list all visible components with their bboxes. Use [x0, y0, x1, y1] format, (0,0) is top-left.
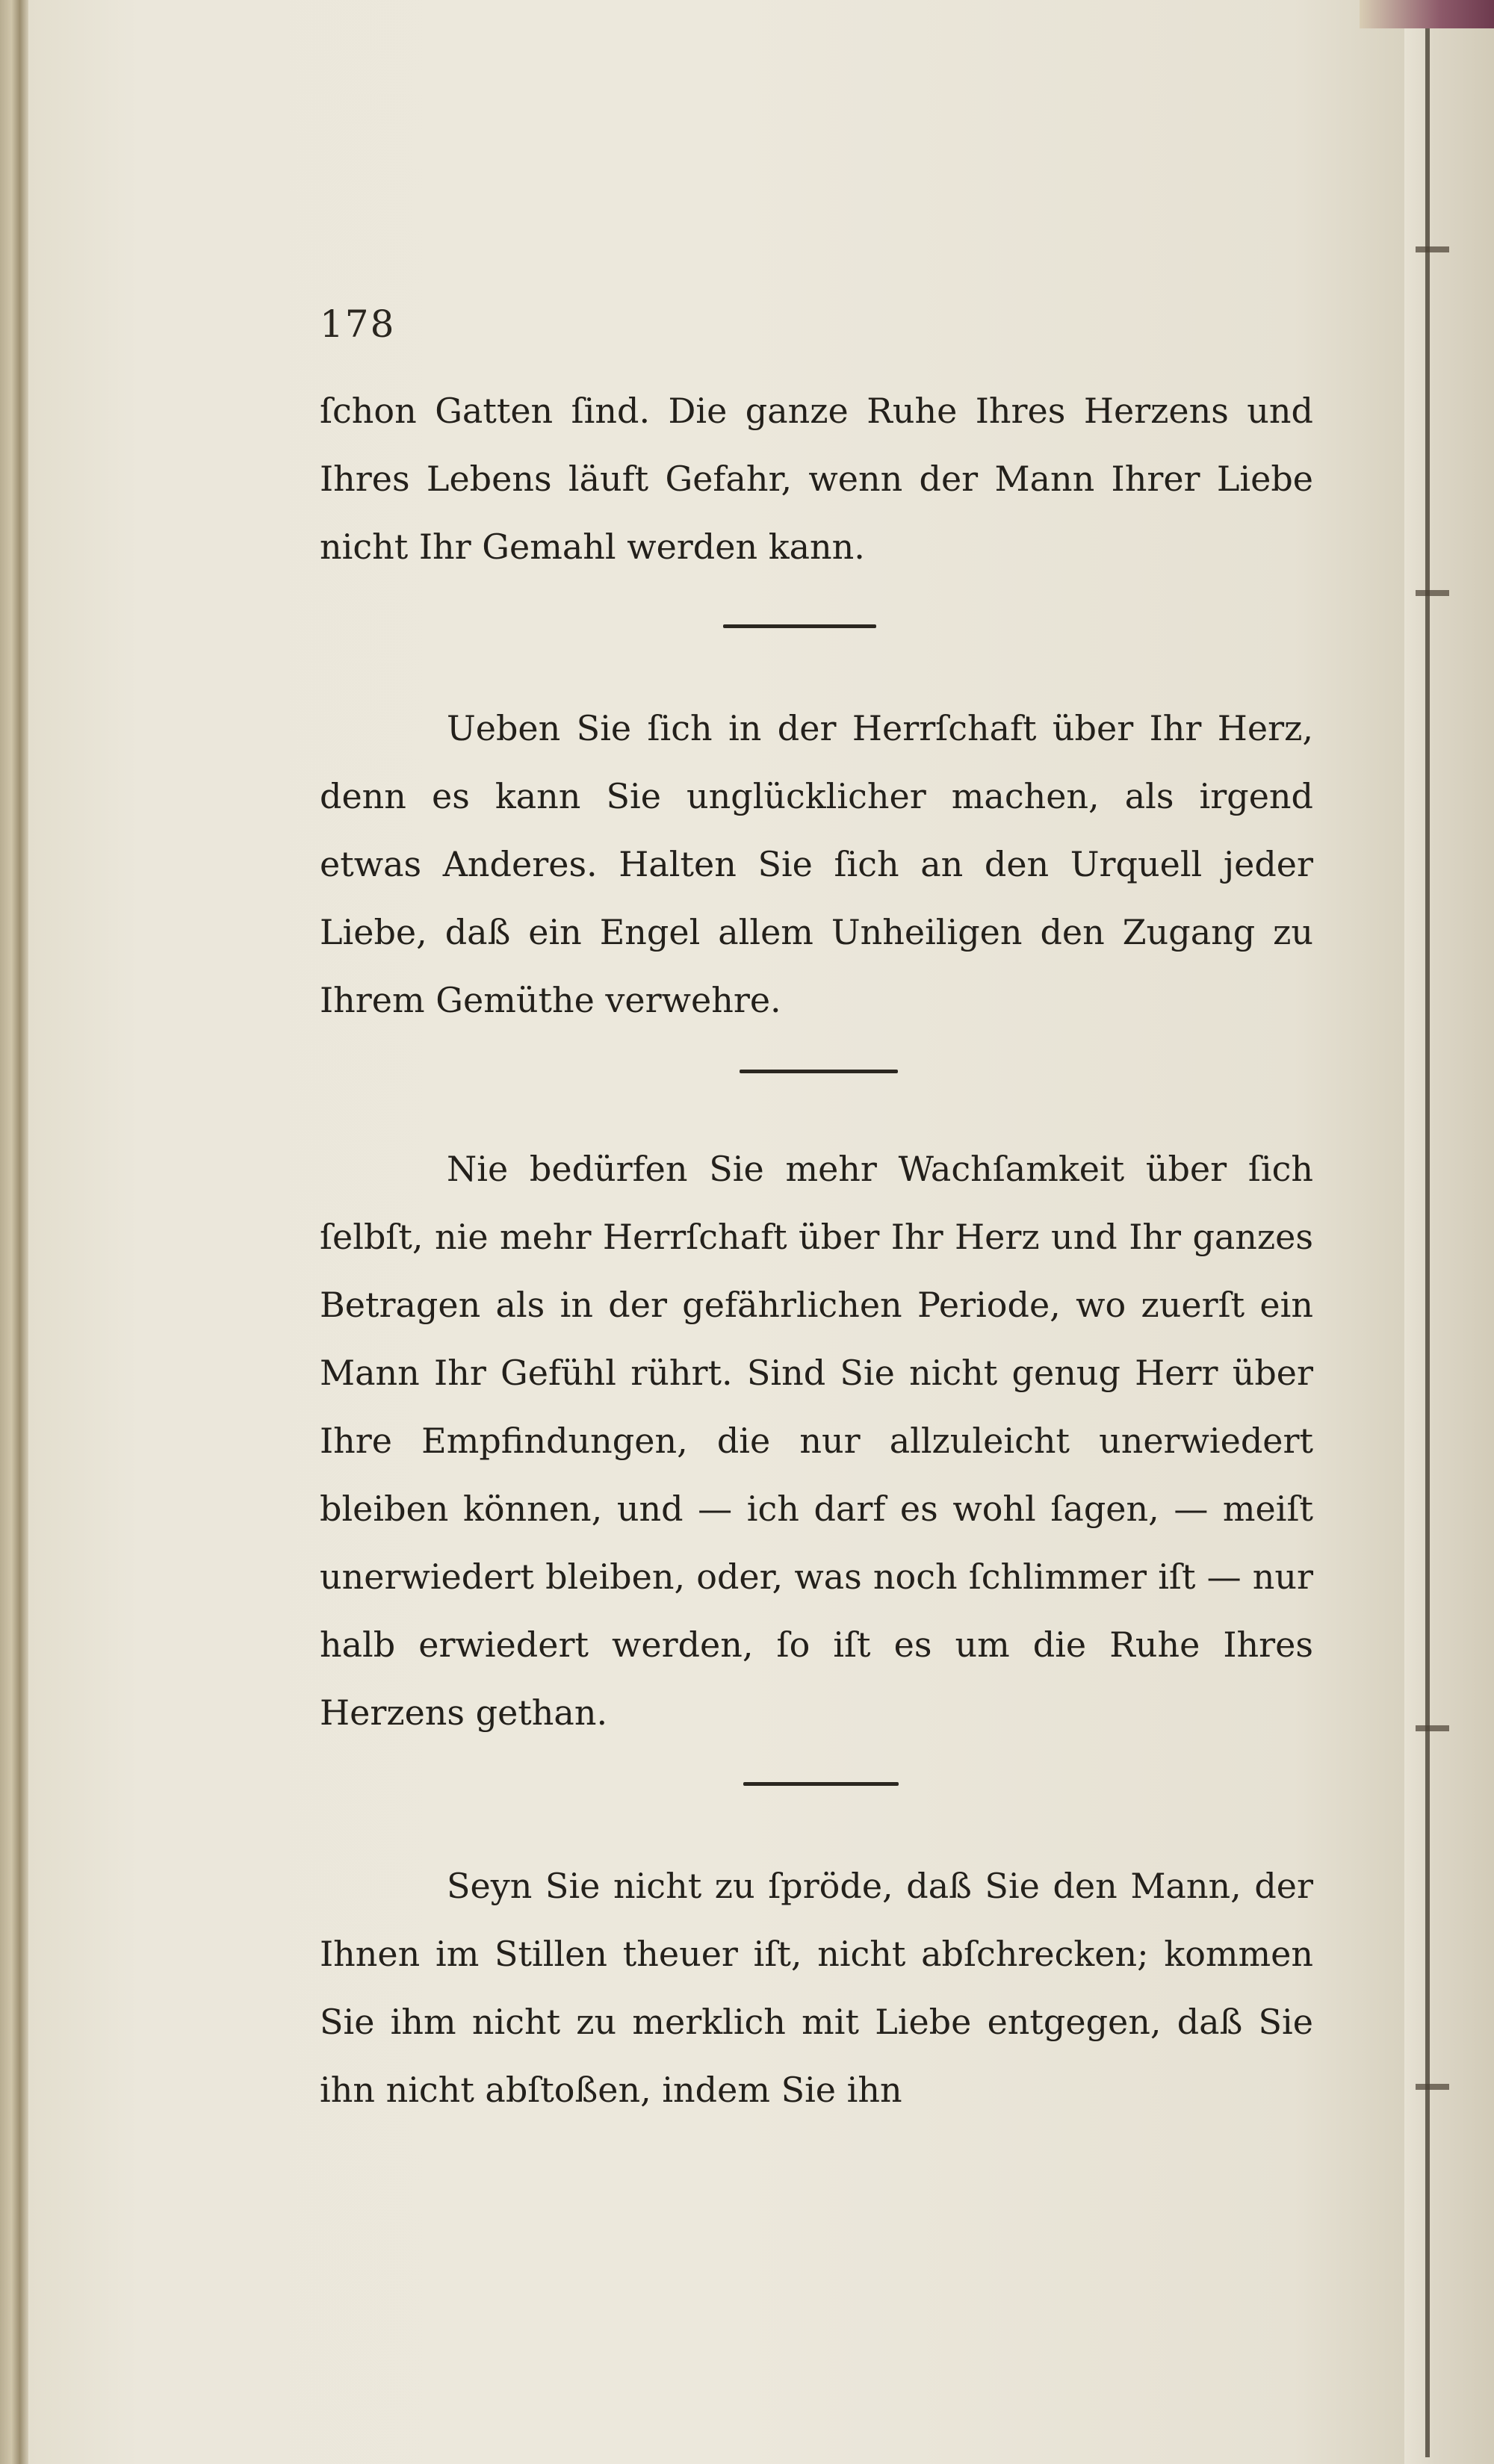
book-cover-edge	[1404, 0, 1494, 2464]
page-edge-mark	[1416, 1725, 1449, 1731]
page-number: 178	[320, 302, 396, 346]
page-edge-mark	[1416, 590, 1449, 596]
section-divider	[740, 1070, 898, 1073]
paragraph-2: Ueben Sie ſich in der Herrſchaft über Ihr Herz, denn es kann Sie unglücklicher machen, als irgend etwas Anderes. Halten Sie ſich an den Urquell jeder Liebe, daß ein Engel allem Unheiligen den Zugang zu Ihrem Gemüthe verwehre.	[320, 708, 1313, 1020]
paragraph-3: Nie bedürfen Sie mehr Wachſamkeit über ſich ſelbſt, nie mehr Herrſchaft über Ihr Herz und Ihr ganzes Betragen als in der gefährlichen Periode, wo zuerſt ein Mann Ihr Gefühl rührt. Sind Sie nicht genug Herr über Ihre Empfindungen, die nur allzuleicht unerwiedert bleiben können, und — ich darf es wohl ſagen, — meiſt unerwiedert bleiben, oder, was noch ſchlimmer iſt — nur halb erwiedert werden, ſo iſt es um die Ruhe Ihres Herzens gethan.	[320, 1149, 1313, 1733]
book-spine-edge	[0, 0, 28, 2464]
page-edge-mark	[1416, 246, 1449, 252]
section-divider	[723, 624, 876, 628]
page-edge-mark	[1416, 2084, 1449, 2090]
paragraph-1: ſchon Gatten ſind. Die ganze Ruhe Ihres Herzens und Ihres Lebens läuft Gefahr, wenn der Mann Ihrer Liebe nicht Ihr Gemahl werden kann.	[320, 391, 1313, 567]
cover-corner	[1360, 0, 1494, 28]
section-divider	[743, 1782, 899, 1786]
paragraph-4: Seyn Sie nicht zu ſpröde, daß Sie den Mann, der Ihnen im Stillen theuer iſt, nicht abſchrecken; kommen Sie ihm nicht zu merklich mit Liebe entgegen, daß Sie ihn nicht abſtoßen, indem Sie ihn	[320, 1866, 1313, 2110]
